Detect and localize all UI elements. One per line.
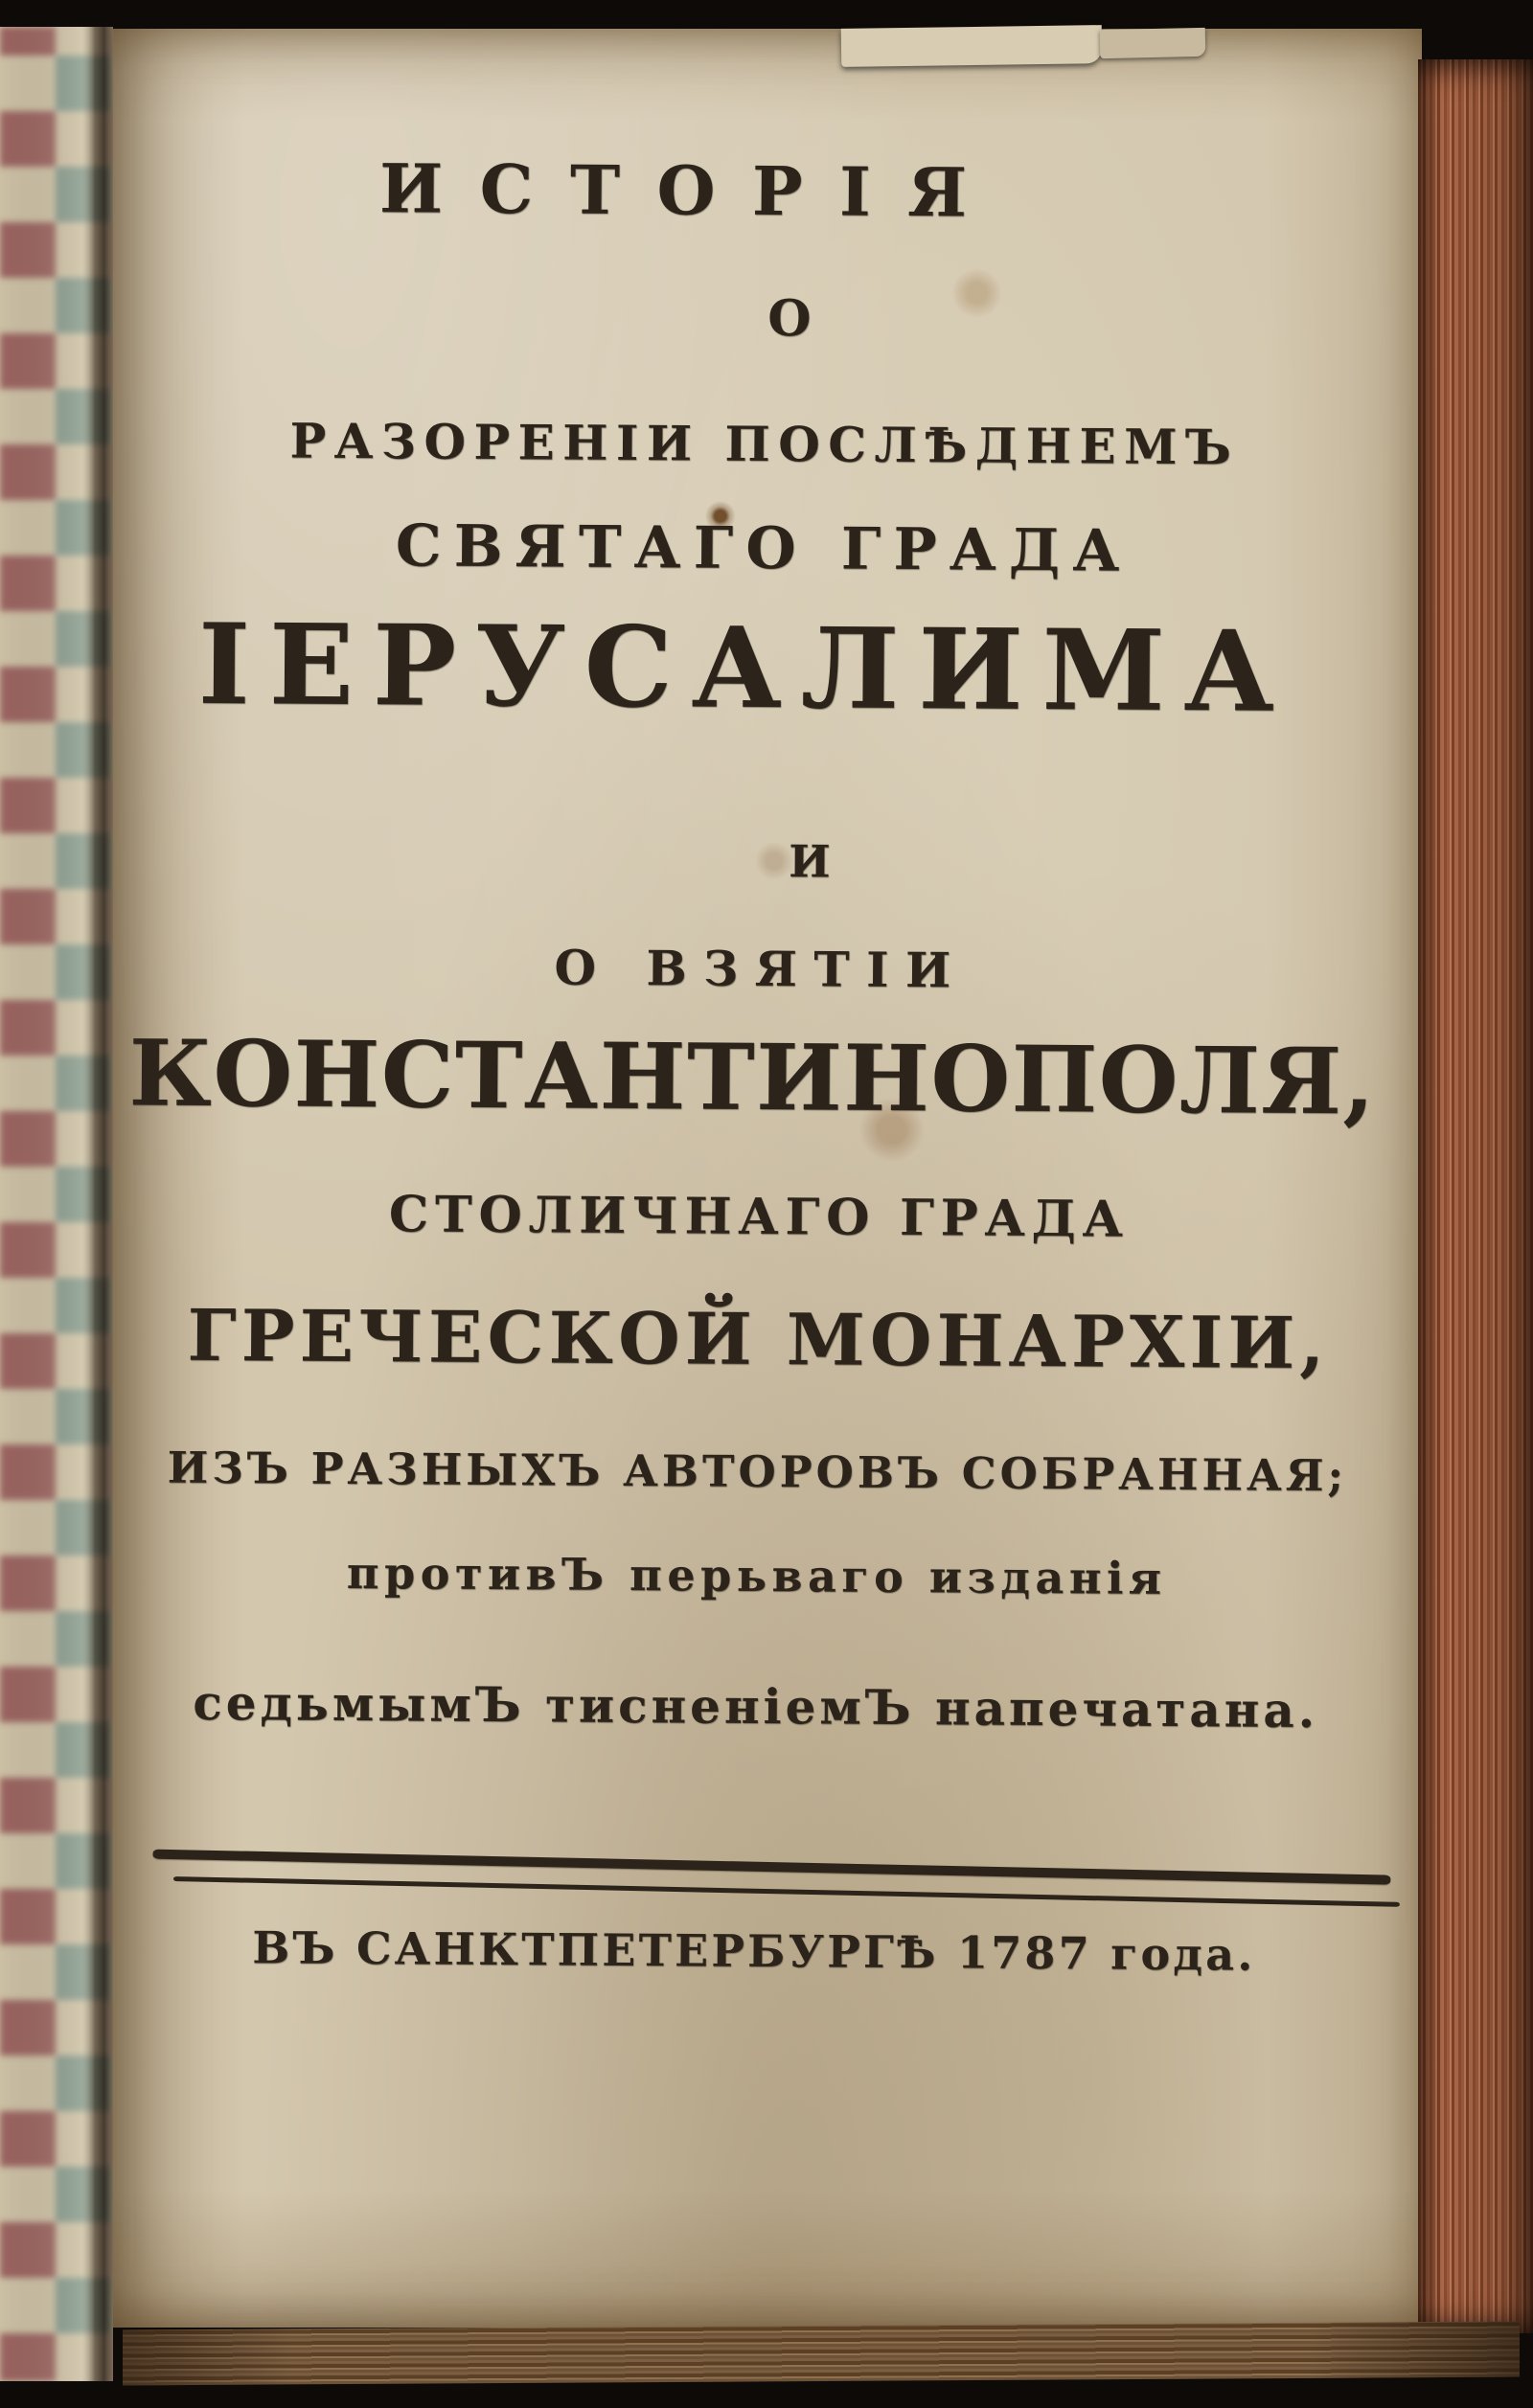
ruin-subtitle-line: РАЗОРЕНІИ ПОСЛѢДНЕМЪ [289, 412, 1240, 476]
book-spine-checkered-cloth [0, 27, 113, 2381]
page-corner-flap [841, 25, 1103, 67]
jerusalem-line: ІЕРУСАЛИМА [197, 599, 1294, 738]
title-page [113, 29, 1422, 2328]
book-fore-edge [1418, 59, 1533, 2333]
double-rule [152, 1850, 1399, 1923]
compiled-from-authors-line: ИЗЪ РАЗНЫХЪ АВТОРОВЪ СОБРАННАЯ; [167, 1442, 1348, 1502]
constantinople-line: КОНСТАНТИНОПОЛЯ, [128, 1020, 1377, 1136]
book-bottom-edge [123, 2322, 1520, 2386]
imprint-line: ВЪ САНКТПЕТЕРБУРГѢ 1787 года. [252, 1921, 1256, 1981]
greek-monarchy-line: ГРЕЧЕСКОЙ МОНАРХІИ, [187, 1294, 1330, 1386]
title-word: ИСТОРІЯ [378, 148, 1004, 233]
title-page-text [97, 24, 1422, 2331]
spine-pattern [0, 27, 113, 2381]
capture-line: О ВЗЯТІИ [554, 939, 968, 999]
preposition-o: О [767, 289, 812, 349]
against-first-edition-line: противЪ перьваго изданія [346, 1546, 1167, 1604]
page-corner-flap-secondary [1100, 28, 1206, 58]
capital-city-line: СТОЛИЧНАГО ГРАДА [388, 1185, 1130, 1249]
seventh-printing-line: седьмымЪ тисненіемЪ напечатана. [193, 1673, 1319, 1739]
conjunction-i: И [789, 835, 831, 888]
holy-city-line: СВЯТАГО ГРАДА [395, 512, 1133, 585]
